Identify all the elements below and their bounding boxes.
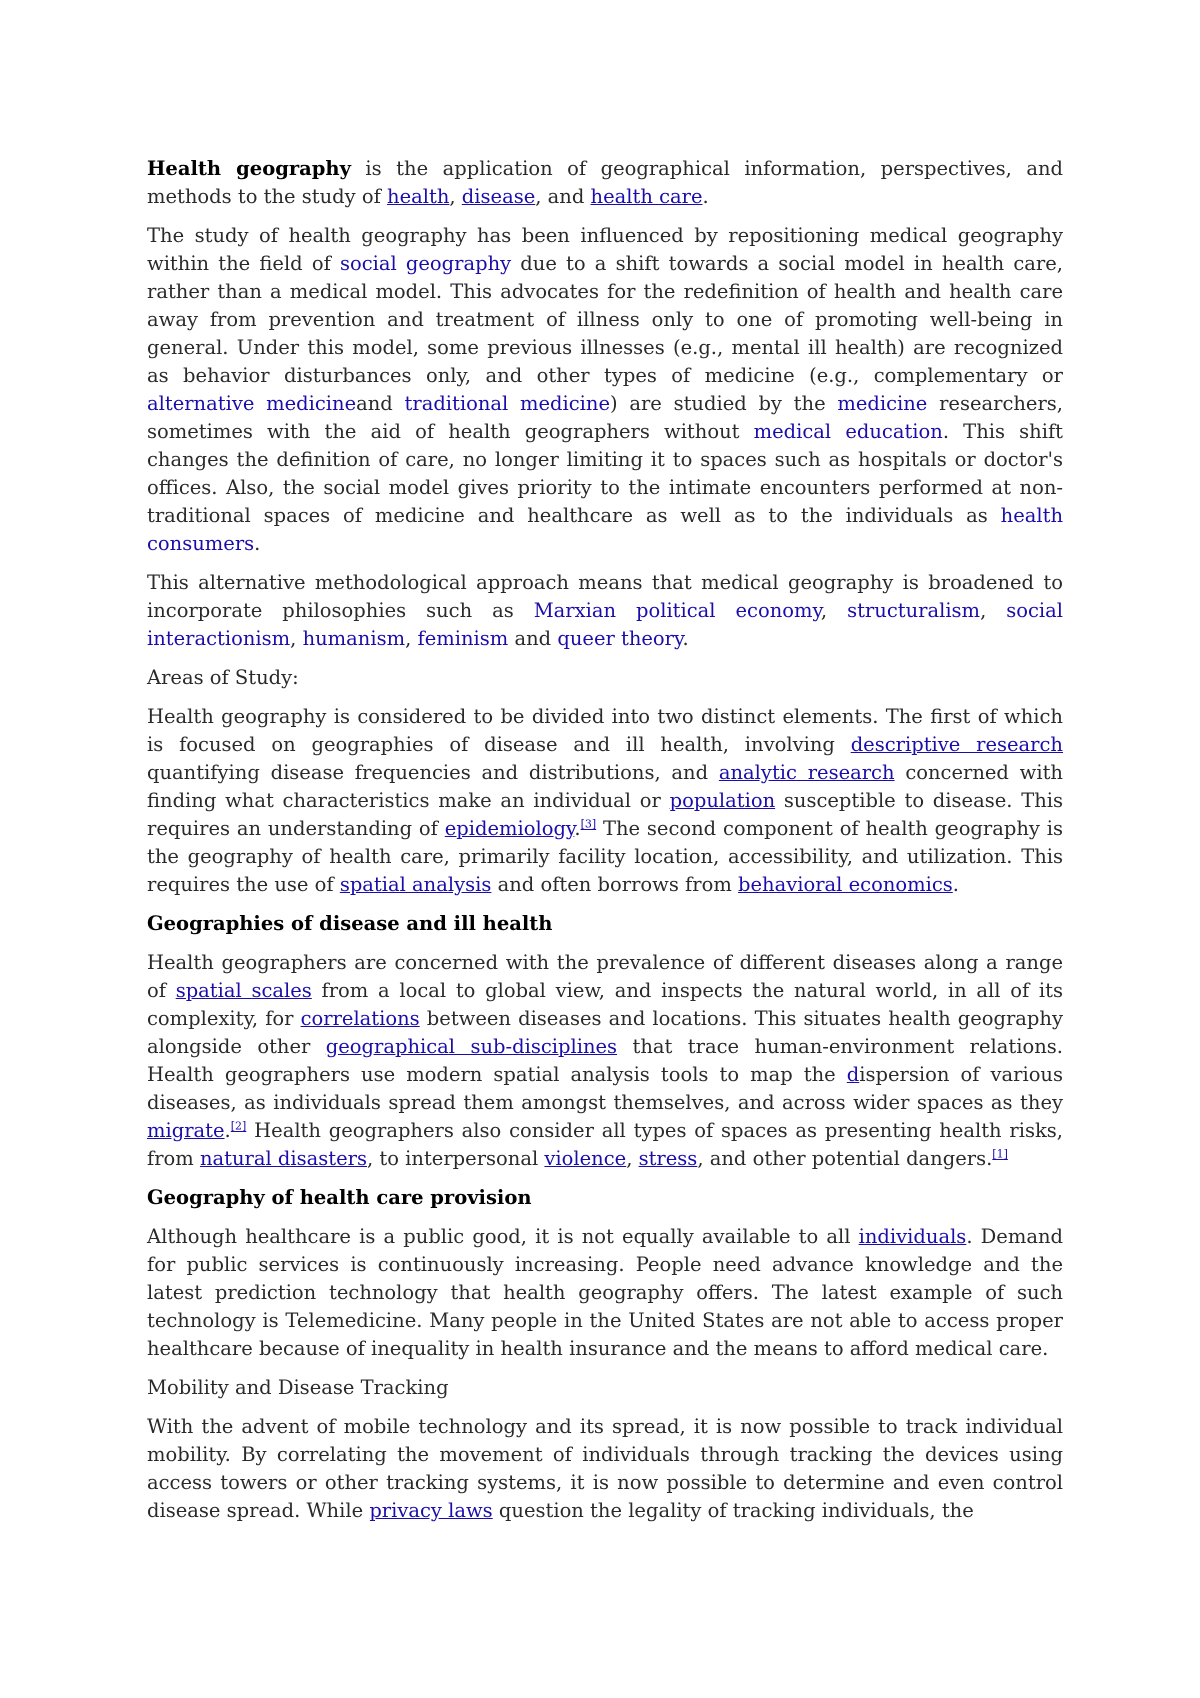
link-social-geography[interactable]: social geography: [339, 252, 512, 275]
link-humanism[interactable]: humanism: [302, 627, 406, 650]
text-run: .: [254, 532, 261, 555]
text-run: , and: [535, 185, 591, 208]
link-correlations[interactable]: correlations: [300, 1007, 420, 1030]
text-run: .: [702, 185, 709, 208]
text-run: With the advent of mobile technology and its spread, it is now possible to track individual mobility. By correlating the movement of individuals through tracking the devices using access towers or other tracking systems, it is now possible to determine and even control disease spread. While: [147, 1415, 1063, 1522]
text-run: Health geographers also consider all types of spaces as presenting health risks, from: [147, 1119, 1063, 1170]
link-epidemiology[interactable]: epidemiology: [444, 817, 575, 840]
link-population[interactable]: population: [669, 789, 776, 812]
text-run: .: [574, 817, 581, 840]
text-run: . This shift changes the definition of care, no longer limiting it to spaces such as hospitals or doctor's offices. Also, the social model gives priority to the intimate encounters performed at non-traditional spaces of medicine and healthcare as well as to the individuals as: [147, 420, 1064, 527]
link-dispersion[interactable]: d: [846, 1063, 860, 1086]
link-health[interactable]: health: [387, 185, 450, 208]
text-run: .: [952, 873, 959, 896]
link-violence[interactable]: violence: [544, 1147, 627, 1170]
text-run: ,: [290, 627, 303, 650]
link-behavioral-economics[interactable]: behavioral economics: [738, 873, 953, 896]
link-individuals[interactable]: individuals: [858, 1225, 967, 1248]
social-model-paragraph: [147, 222, 1063, 558]
link-spatial-scales[interactable]: spatial scales: [175, 979, 312, 1002]
link-descriptive-research[interactable]: descriptive research: [850, 733, 1063, 756]
text-run: ,: [626, 1147, 639, 1170]
text-run: , to interpersonal: [367, 1147, 545, 1170]
mobility-paragraph: [147, 1413, 1063, 1525]
text-run: Health geography is considered to be divided into two distinct elements. The first of which is focused on geographies of disease and ill health, involving: [147, 705, 1063, 756]
text-run: This alternative methodological approach means that medical geography is broadened to incorporate philosophies such as: [147, 571, 1063, 622]
intro-paragraph: [147, 155, 1063, 211]
link-spatial-analysis[interactable]: spatial analysis: [339, 873, 492, 896]
text-run: ,: [820, 599, 848, 622]
text-run: from a local to global view, and inspects the natural world, in all of its complexity, for: [147, 979, 1063, 1030]
text-run: susceptible to disease. This requires an understanding of: [147, 789, 1064, 840]
text-run: concerned with finding what characteristics make an individual or: [147, 761, 1063, 812]
text-run: and: [508, 627, 558, 650]
text-run: , and other potential dangers.: [697, 1147, 993, 1170]
link-marxian-political-economy[interactable]: Marxian political economy: [533, 599, 821, 622]
link-structuralism[interactable]: structuralism: [847, 599, 981, 622]
areas-of-study-label: Areas of Study:: [147, 666, 299, 689]
link-migrate[interactable]: migrate: [147, 1119, 225, 1142]
link-health-care[interactable]: health care: [590, 185, 703, 208]
link-social-interactionism[interactable]: social interactionism: [147, 599, 1064, 650]
two-elements-paragraph: [147, 703, 1063, 899]
text-run: ispersion of various diseases, as individuals spread them amongst themselves, and across wider spaces as they: [147, 1063, 1063, 1114]
mobility-label: Mobility and Disease Tracking: [147, 1376, 449, 1399]
disease-paragraph: [147, 949, 1063, 1173]
text-run: quantifying disease frequencies and distributions, and: [147, 761, 719, 784]
text-run: researchers, sometimes with the aid of health geographers without: [147, 392, 1063, 443]
text-run: ,: [449, 185, 462, 208]
citation-ref: [581, 818, 597, 831]
text-run: . Demand for public services is continuously increasing. People need advance knowledge and the latest prediction technology that health geography offers. The latest example of such technology is Telemedicine. Many people in the United States are not able to access proper healthcare because of inequality in health insurance and the means to afford medical care.: [147, 1225, 1064, 1360]
link-traditional-medicine[interactable]: traditional medicine: [404, 392, 611, 415]
link-medical-education[interactable]: medical education: [753, 420, 943, 443]
text-run: .: [682, 627, 689, 650]
text-run: is the application of geographical information, perspectives, and methods to the study of: [147, 157, 1063, 208]
text-run: due to a shift towards a social model in health care, rather than a medical model. This advocates for the redefinition of health and health care away from prevention and treatment of illness only to one of promoting well-being in general. Under this model, some previous illnesses (e.g., mental ill health) are recognized as behavior disturbances only, and other types of medicine (e.g., complementary or: [147, 252, 1063, 387]
link-privacy-laws[interactable]: privacy laws: [369, 1499, 493, 1522]
citation-ref: [992, 1148, 1008, 1161]
text-run: ) are studied by the: [610, 392, 838, 415]
citation-link-1[interactable]: [1]: [992, 1147, 1008, 1161]
link-feminism[interactable]: feminism: [417, 627, 509, 650]
link-stress[interactable]: stress: [638, 1147, 698, 1170]
article-term: Health geography: [147, 157, 351, 180]
provision-paragraph: [147, 1223, 1063, 1363]
text-run: between diseases and locations. This situates health geography alongside other: [147, 1007, 1063, 1058]
text-run: The study of health geography has been influenced by repositioning medical geography within the field of: [147, 224, 1063, 275]
citation-ref: [231, 1120, 247, 1133]
link-natural-disasters[interactable]: natural disasters: [199, 1147, 367, 1170]
link-analytic-research[interactable]: analytic research: [718, 761, 895, 784]
text-run: ,: [405, 627, 418, 650]
citation-link-2[interactable]: [2]: [230, 1119, 247, 1133]
document-page: [147, 155, 1063, 1536]
link-alternative-medicine[interactable]: alternative medicine: [147, 392, 357, 415]
text-run: and often borrows from: [491, 873, 739, 896]
section-heading-provision: Geography of health care provision: [147, 1186, 532, 1209]
link-geographical-sub-disciplines[interactable]: geographical sub-disciplines: [325, 1035, 618, 1058]
link-health-consumers[interactable]: health consumers: [147, 504, 1063, 555]
citation-link-3[interactable]: [3]: [580, 817, 597, 831]
text-run: that trace human-environment relations. Health geographers use modern spatial analysis tools to map the: [147, 1035, 1063, 1086]
text-run: ,: [980, 599, 1007, 622]
link-queer-theory[interactable]: queer theory: [557, 627, 683, 650]
section-heading-disease: Geographies of disease and ill health: [147, 912, 553, 935]
link-disease[interactable]: disease: [461, 185, 536, 208]
text-run: The second component of health geography is the geography of health care, primarily facility location, accessibility, and utilization. This requires the use of: [147, 817, 1063, 896]
text-run: question the legality of tracking individuals, the: [492, 1499, 974, 1522]
link-medicine[interactable]: medicine: [837, 392, 928, 415]
text-run: and: [356, 392, 405, 415]
text-run: Health geographers are concerned with the prevalence of different diseases along a range of: [147, 951, 1063, 1002]
text-run: Although healthcare is a public good, it is not equally available to all: [147, 1225, 859, 1248]
text-run: .: [224, 1119, 231, 1142]
philosophies-paragraph: [147, 569, 1063, 653]
